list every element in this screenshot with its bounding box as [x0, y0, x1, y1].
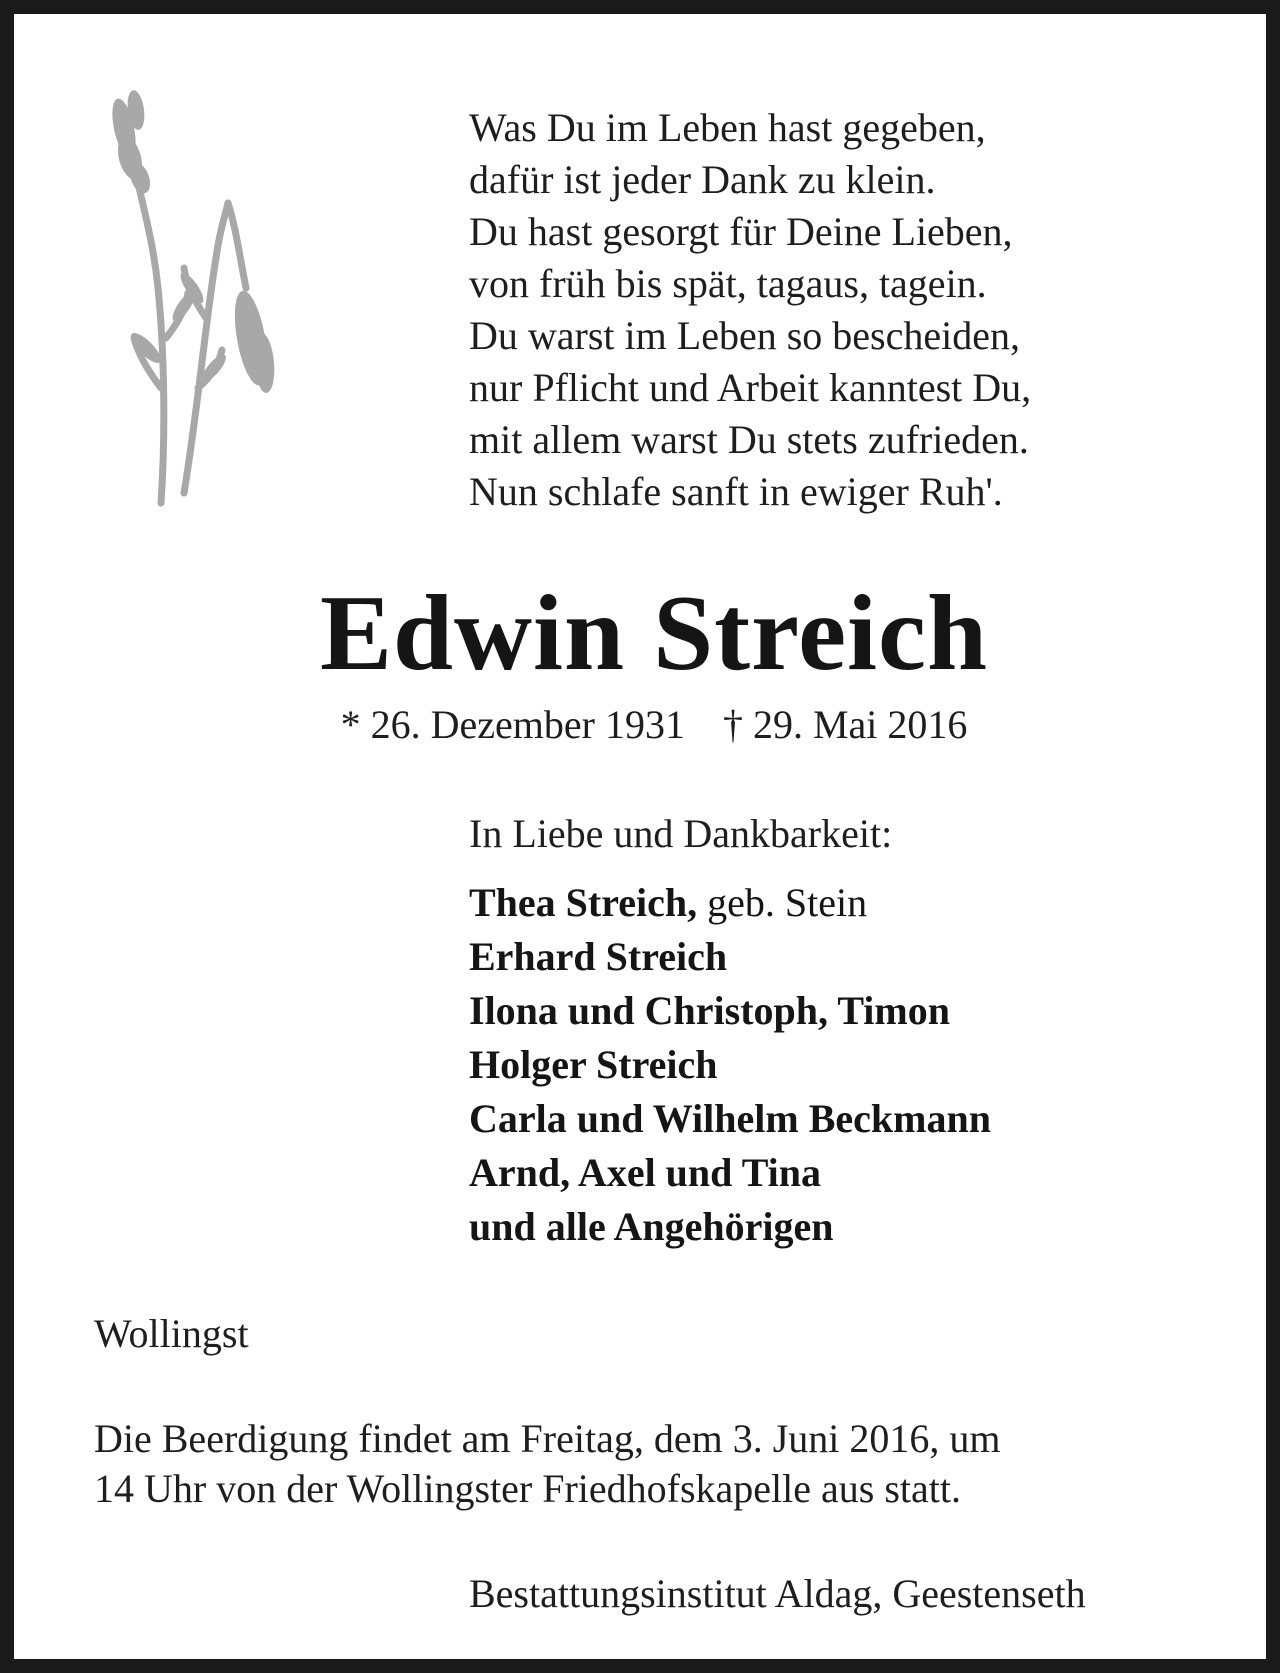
place-name: Wollingst	[94, 1311, 249, 1356]
funeral-line: Die Beerdigung findet am Freitag, dem 3. Juni 2016, um	[94, 1416, 1001, 1461]
poem-line: dafür ist jeder Dank zu klein.	[469, 157, 936, 202]
family-member: Arnd, Axel und Tina	[469, 1150, 822, 1195]
poem-line: Was Du im Leben hast gegeben,	[469, 105, 986, 150]
poem-line: Nun schlafe sanft in ewiger Ruh'.	[469, 469, 1003, 514]
poem-line: mit allem warst Du stets zufrieden.	[469, 417, 1029, 462]
funeral-line: 14 Uhr von der Wollingster Friedhofskapelle aus statt.	[94, 1466, 961, 1511]
family-member: Erhard Streich	[469, 934, 728, 979]
death-date: † 29. Mai 2016	[722, 702, 968, 747]
life-dates	[14, 700, 1280, 750]
funeral-notice	[94, 1414, 1224, 1514]
deceased-name: Edwin Streich	[319, 574, 989, 693]
undertaker: Bestattungsinstitut Aldag, Geestenseth	[469, 1571, 1086, 1616]
family-member: Holger Streich	[469, 1042, 718, 1087]
birth-date: * 26. Dezember 1931	[340, 702, 685, 747]
family-member: Ilona und Christoph, Timon	[469, 988, 950, 1033]
family-member: und alle Angehörigen	[469, 1204, 834, 1249]
poem-line: Du warst im Leben so bescheiden,	[469, 313, 1020, 358]
family-member: Carla und Wilhelm Beckmann	[469, 1096, 991, 1141]
wheat-ears-icon	[106, 88, 296, 538]
dedication: In Liebe und Dankbarkeit:	[469, 811, 893, 856]
poem-line: nur Pflicht und Arbeit kanntest Du,	[469, 365, 1032, 410]
poem-line: Du hast gesorgt für Deine Lieben,	[469, 209, 1013, 254]
poem	[469, 102, 1229, 518]
family-list	[469, 876, 991, 1254]
poem-line: von früh bis spät, tagaus, tagein.	[469, 261, 987, 306]
family-member: Thea Streich, geb. Stein	[469, 880, 868, 925]
